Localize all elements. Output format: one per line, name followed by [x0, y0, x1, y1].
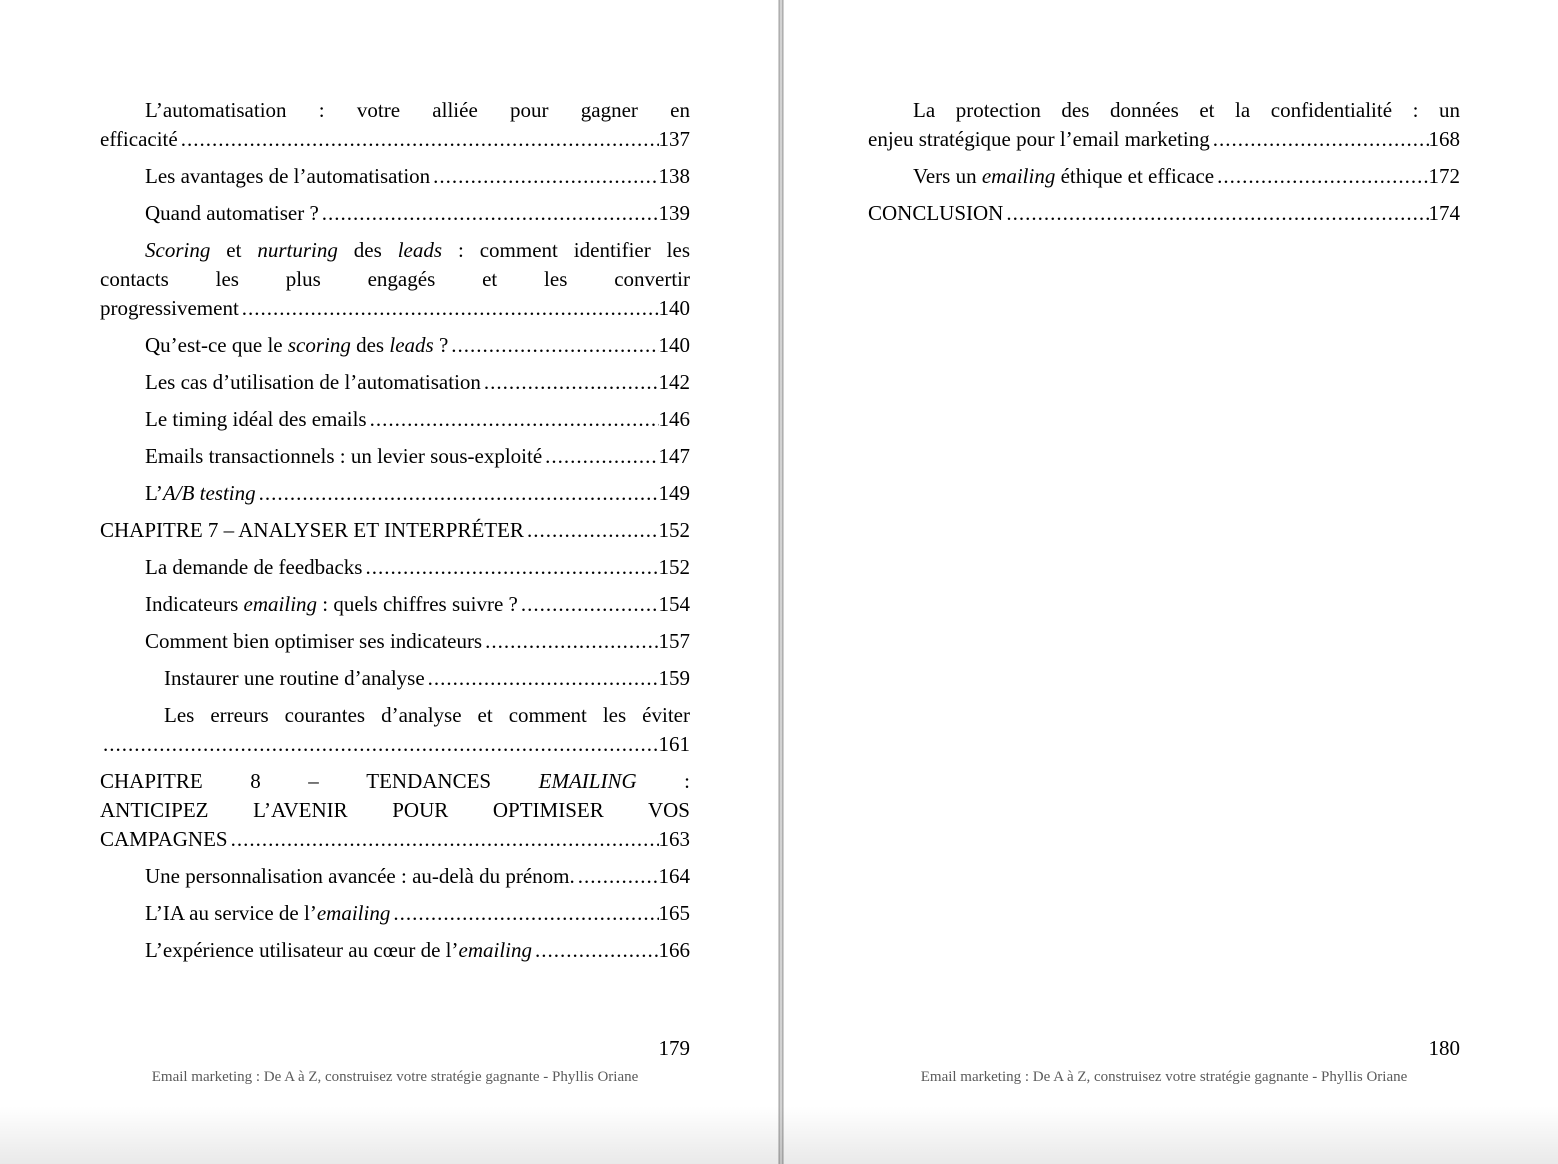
toc-page-number: 164 — [658, 864, 690, 888]
toc-entry — [100, 862, 690, 891]
dot-leader — [485, 627, 658, 656]
toc-line — [100, 162, 690, 191]
toc-entry — [100, 664, 690, 693]
toc-page-number: 138 — [658, 164, 690, 188]
dot-leader — [521, 590, 659, 619]
toc-entry — [100, 936, 690, 965]
dot-leader — [527, 516, 659, 545]
toc-page-number: 152 — [658, 518, 690, 542]
toc-line-text: Qu’est-ce que le scoring des leads ? — [145, 333, 449, 357]
toc-page-number: 149 — [658, 481, 690, 505]
toc-line — [868, 199, 1460, 228]
toc-line — [100, 442, 690, 471]
toc-page-number: 146 — [658, 407, 690, 431]
dot-leader — [370, 405, 659, 434]
toc-line — [100, 516, 690, 545]
toc-entry — [100, 767, 690, 854]
toc-entry — [100, 442, 690, 471]
dot-leader — [428, 664, 659, 693]
toc-line — [100, 825, 690, 854]
toc-line-text: Les erreurs courantes d’analyse et comment les éviter — [164, 703, 690, 727]
toc-page-number: 142 — [658, 370, 690, 394]
toc-line-text: Scoring et nurturing des leads : comment identifier les — [145, 238, 690, 262]
dot-leader — [484, 368, 659, 397]
toc-entry — [100, 627, 690, 656]
toc-line-text: Indicateurs emailing : quels chiffres suivre ? — [145, 592, 518, 616]
toc-line-text: Quand automatiser ? — [145, 201, 319, 225]
running-footer: Email marketing : De A à Z, construisez votre stratégie gagnante - Phyllis Oriane — [920, 1069, 1408, 1085]
toc-page-number: 147 — [658, 444, 690, 468]
dot-leader — [535, 936, 658, 965]
dot-leader — [322, 199, 659, 228]
dot-leader — [545, 442, 658, 471]
toc-entry — [100, 701, 690, 759]
dot-leader — [259, 479, 659, 508]
toc-line-text: contacts les plus engagés et les convertir — [100, 267, 690, 291]
page-right — [784, 0, 1558, 1164]
toc-entry — [100, 331, 690, 360]
toc-line — [100, 553, 690, 582]
toc-entry — [100, 162, 690, 191]
dot-leader — [433, 162, 658, 191]
toc-line-text: Comment bien optimiser ses indicateurs — [145, 629, 483, 653]
toc-entry — [100, 96, 690, 154]
toc-line — [100, 936, 690, 965]
toc-page-number: 163 — [658, 827, 690, 851]
toc-line-text: CONCLUSION — [868, 201, 1004, 225]
running-footer: Email marketing : De A à Z, construisez votre stratégie gagnante - Phyllis Oriane — [151, 1069, 639, 1085]
toc-line-text: Les avantages de l’automatisation — [145, 164, 431, 188]
toc-entry — [100, 590, 690, 619]
toc-line-text: Instaurer une routine d’analyse — [164, 666, 425, 690]
page-footer-left — [100, 1036, 690, 1086]
toc-line — [100, 368, 690, 397]
toc-entry — [100, 199, 690, 228]
toc-line-text: Le timing idéal des emails — [145, 407, 367, 431]
toc-line-text: CHAPITRE 7 – ANALYSER ET INTERPRÉTER — [100, 518, 524, 542]
toc-entries-left — [100, 96, 690, 965]
toc-page-number: 152 — [658, 555, 690, 579]
dot-leader — [451, 331, 658, 360]
toc-page-number: 137 — [658, 127, 690, 151]
toc-line-text: efficacité — [100, 127, 178, 151]
toc-line — [100, 125, 690, 154]
toc-line-text: CAMPAGNES — [100, 827, 228, 851]
dot-leader — [578, 862, 659, 891]
toc-line — [100, 899, 690, 928]
toc-entries-right — [868, 96, 1460, 228]
dot-leader — [231, 825, 659, 854]
toc-page-number: 161 — [658, 732, 690, 756]
dot-leader — [393, 899, 658, 928]
toc-page-number: 139 — [658, 201, 690, 225]
toc-page-number: 172 — [1428, 164, 1460, 188]
toc-line — [100, 664, 690, 693]
toc-page-number: 140 — [658, 296, 690, 320]
page-number: 180 — [1428, 1036, 1460, 1060]
toc-line-text: progressivement — [100, 296, 239, 320]
page-left — [0, 0, 778, 1164]
toc-entry — [100, 899, 690, 928]
toc-line-text: ANTICIPEZ L’AVENIR POUR OPTIMISER VOS — [100, 798, 690, 822]
toc-entry — [868, 199, 1460, 228]
toc-line-text: enjeu stratégique pour l’email marketing — [868, 127, 1210, 151]
dot-leader — [1006, 199, 1428, 228]
dot-leader — [181, 125, 659, 154]
toc-line — [100, 294, 690, 323]
toc-entry — [100, 368, 690, 397]
toc-line-text: Les cas d’utilisation de l’automatisation — [145, 370, 481, 394]
toc-line-text: La demande de feedbacks — [145, 555, 363, 579]
toc-line-text: Une personnalisation avancée : au-delà du prénom. — [145, 864, 575, 888]
toc-line — [100, 590, 690, 619]
toc-line-text: L’automatisation : votre alliée pour gagner en — [145, 98, 690, 122]
toc-line — [100, 862, 690, 891]
toc-page-number: 168 — [1428, 127, 1460, 151]
toc-page-number: 154 — [658, 592, 690, 616]
dot-leader — [365, 553, 658, 582]
toc-line — [100, 730, 690, 759]
toc-line-text: Emails transactionnels : un levier sous-exploité — [145, 444, 543, 468]
page-footer-right — [868, 1036, 1460, 1086]
page-number: 179 — [658, 1036, 690, 1060]
toc-line — [100, 479, 690, 508]
toc-line-text: L’A/B testing — [145, 481, 256, 505]
toc-entry — [868, 162, 1460, 191]
toc-entry — [100, 553, 690, 582]
dot-leader — [103, 730, 659, 759]
toc-page-number: 159 — [658, 666, 690, 690]
toc-page-number: 140 — [658, 333, 690, 357]
toc-entry — [100, 516, 690, 545]
toc-page-number: 157 — [658, 629, 690, 653]
dot-leader — [242, 294, 659, 323]
toc-page-number: 165 — [658, 901, 690, 925]
toc-line — [100, 199, 690, 228]
toc-entry — [868, 96, 1460, 154]
toc-line — [868, 162, 1460, 191]
toc-entry — [100, 405, 690, 434]
dot-leader — [1213, 125, 1429, 154]
toc-line — [100, 331, 690, 360]
toc-line — [100, 405, 690, 434]
toc-line — [868, 125, 1460, 154]
toc-line-text: L’expérience utilisateur au cœur de l’emailing — [145, 938, 533, 962]
toc-line-text: La protection des données et la confidentialité : un — [913, 98, 1460, 122]
toc-entry — [100, 236, 690, 323]
toc-page-number: 174 — [1428, 201, 1460, 225]
toc-line-text: Vers un emailing éthique et efficace — [913, 164, 1215, 188]
toc-page-number: 166 — [658, 938, 690, 962]
dot-leader — [1217, 162, 1428, 191]
toc-line-text: L’IA au service de l’emailing — [145, 901, 391, 925]
toc-line — [100, 627, 690, 656]
toc-entry — [100, 479, 690, 508]
toc-line-text: CHAPITRE 8 – TENDANCES EMAILING : — [100, 769, 690, 793]
